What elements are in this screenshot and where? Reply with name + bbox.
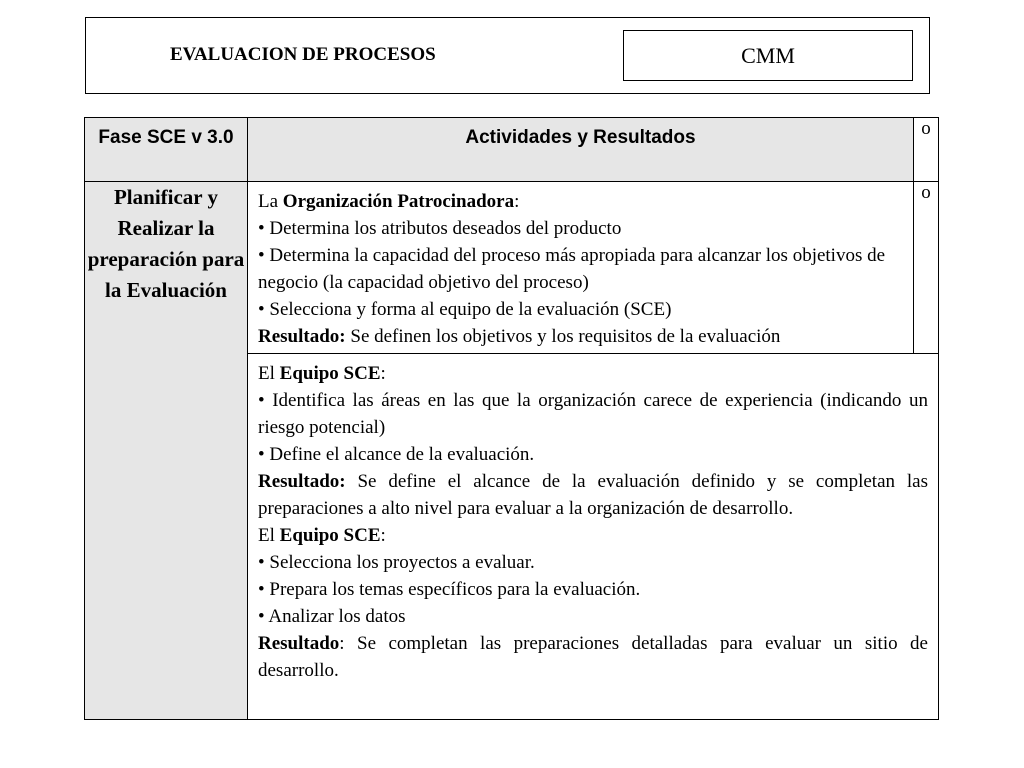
cmm-badge: CMM (623, 30, 913, 81)
page-title: EVALUACION DE PROCESOS (170, 44, 436, 65)
sponsor-intro: La Organización Patrocinadora: (258, 191, 520, 212)
phase-cell: Planificar y Realizar la preparación para la Evaluación (85, 182, 248, 720)
result-label: Resultado: (258, 326, 346, 347)
team-name: Equipo SCE (279, 525, 381, 546)
result-label: Resultado (258, 633, 340, 654)
result-line: Resultado: Se completan las preparaciones detalladas para evaluar un sitio de desarrollo. (258, 633, 928, 681)
list-item: • Define el alcance de la evaluación. (258, 444, 535, 465)
list-item: • Prepara los temas específicos para la evaluación. (258, 579, 641, 600)
result-line: Resultado: Se define el alcance de la evaluación definido y se completan las preparaciones a alto nivel para evaluar a la organización de desarrollo. (258, 471, 928, 519)
activities-cell-team (248, 354, 939, 720)
table-row (85, 182, 939, 354)
list-item: • Selecciona y forma al equipo de la evaluación (SCE) (258, 299, 672, 320)
table-header-row (85, 118, 939, 182)
process-table (84, 117, 939, 720)
list-item: • Determina los atributos deseados del producto (258, 218, 622, 239)
list-item: • Identifica las áreas en las que la organización carece de experiencia (indicando un riesgo potencial) (258, 390, 928, 438)
activities-cell-sponsor (248, 182, 914, 354)
team-intro: El Equipo SCE: (258, 363, 386, 384)
result-label: Resultado: (258, 471, 346, 492)
sponsor-name: Organización Patrocinadora (282, 191, 515, 212)
list-item: • Selecciona los proyectos a evaluar. (258, 552, 535, 573)
column-header-extra: o (914, 118, 939, 182)
result-line: Resultado: Se definen los objetivos y los requisitos de la evaluación (258, 326, 781, 347)
team-name: Equipo SCE (279, 363, 381, 384)
list-item: • Analizar los datos (258, 606, 406, 627)
list-item: • Determina la capacidad del proceso más apropiada para alcanzar los objetivos de negocio (la capacidad objetivo del proceso) (258, 245, 886, 293)
column-header-phase: Fase SCE v 3.0 (85, 118, 248, 182)
team-intro: El Equipo SCE: (258, 525, 386, 546)
column-header-activities: Actividades y Resultados (248, 118, 914, 182)
extra-marker: o (914, 182, 939, 354)
